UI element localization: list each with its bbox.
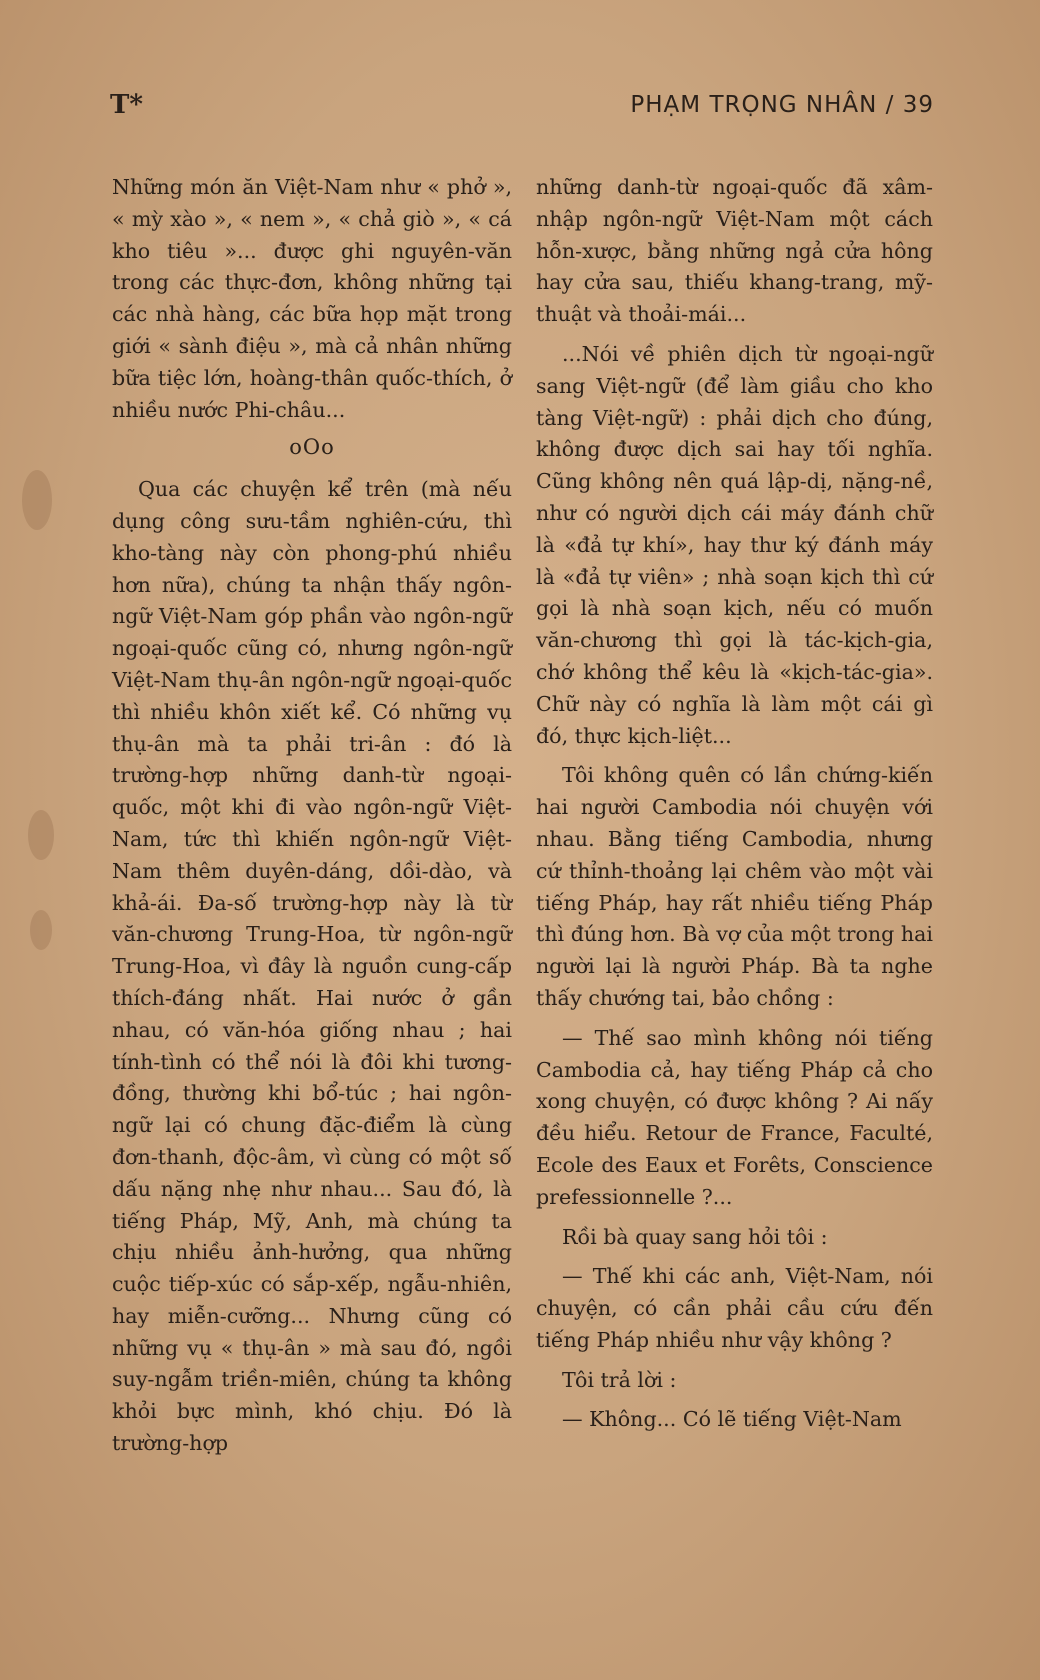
section-separator: oOo [289,435,335,460]
paper-stain [30,910,52,950]
paragraph: ...Nói về phiên dịch từ ngoại-ngữ sang Việt-ngữ (để làm giầu cho kho tàng Việt-ngữ) : phải dịch cho đúng, không được dịch sai hay tối nghĩa. Cũng không nên quá lập-dị, nặng-nề, như có người dịch cái máy đánh chữ là «đả tự khí», hay thư ký đánh máy là «đả tự viên» ; nhà soạn kịch thì cứ gọi là nhà soạn kịch, nếu có muốn văn-chương thì gọi là tác-kịch-gia, chớ không thể kêu là «kịch-tác-gia». Chữ này có nghĩa là làm một cái gì đó, thực kịch-liệt... [536,341,933,748]
paper-stain [28,810,54,860]
paragraph: Tôi không quên có lần chứng-kiến hai người Cambodia nói chuyện với nhau. Bằng tiếng Cambodia, nhưng cứ thỉnh-thoảng lại chêm vào một vài tiếng Pháp, hay rất nhiều tiếng Pháp thì đúng hơn. Bà vợ của một trong hai người lại là người Pháp. Bà ta nghe thấy chướng tai, bảo chồng : [536,763,933,1010]
paragraph: Rồi bà quay sang hỏi tôi : [562,1224,828,1249]
dialogue-line: — Thế khi các anh, Việt-Nam, nói chuyện, có cần phải cầu cứu đến tiếng Pháp nhiều như vậy không ? [536,1264,933,1352]
paragraph: Qua các chuyện kể trên (mà nếu dụng công sưu-tầm nghiên-cứu, thì kho-tàng này còn phong-phú nhiều hơn nữa), chúng ta nhận thấy ngôn-ngữ Việt-Nam góp phần vào ngôn-ngữ ngoại-quốc cũng có, nhưng ngôn-ngữ Việt-Nam thụ-ân ngôn-ngữ ngoại-quốc thì nhiều khôn xiết kể. Có những vụ thụ-ân mà ta phải tri-ân : đó là trường-hợp những danh-từ ngoại-quốc, một khi đi vào ngôn-ngữ Việt-Nam, tức thì khiến ngôn-ngữ Việt-Nam thêm duyên-dáng, dồi-dào, và khả-ái. Đa-số trường-hợp này là từ văn-chương Trung-Hoa, từ ngôn-ngữ Trung-Hoa, vì đây là nguồn cung-cấp thích-đáng nhất. Hai nước ở gần nhau, có văn-hóa giống nhau ; hai tính-tình có thể nói là đôi khi tương-đồng, thường khi bổ-túc ; hai ngôn-ngữ lại có chung đặc-điểm là cùng đơn-thanh, độc-âm, vì cùng có một số dấu nặng nhẹ như nhau... Sau đó, là tiếng Pháp, Mỹ, Anh, mà chúng ta chịu nhiều ảnh-hưởng, qua những cuộc tiếp-xúc có sắp-xếp, ngẫu-nhiên, hay miễn-cưỡng... Nhưng cũng có những vụ « thụ-ân » mà sau đó, ngồi suy-ngẫm triền-miên, chúng ta không khỏi bực mình, khó chịu. Đó là trường-hợp [112,477,512,1456]
paragraph: Những món ăn Việt-Nam như « phở », « mỳ xào », « nem », « chả giò », « cá kho tiêu »... được ghi nguyên-văn trong các thực-đơn, không những tại các nhà hàng, các bữa họp mặt trong giới « sành điệu », mà cả nhân những bữa tiệc lớn, hoàng-thân quốc-thích, ở nhiều nước Phi-châu... [112,175,512,422]
dialogue-line: — Không... Có lẽ tiếng Việt-Nam [562,1407,902,1432]
dialogue-line: — Thế sao mình không nói tiếng Cambodia cả, hay tiếng Pháp cả cho xong chuyện, có được không ? Ai nấy đều hiểu. Retour de France, Faculté, Ecole des Eaux et Forêts, Conscience prefessionnelle ?... [536,1025,933,1209]
running-head: PHẠM TRỌNG NHÂN / 39 [630,92,934,118]
paper-stain [22,470,52,530]
paragraph: Tôi trả lời : [562,1367,677,1392]
right-column [536,172,933,1436]
signature-mark: T* [110,90,143,120]
left-column [112,172,512,1460]
paragraph: những danh-từ ngoại-quốc đã xâm-nhập ngôn-ngữ Việt-Nam một cách hỗn-xược, bằng những ngả cửa hông hay cửa sau, thiếu khang-trang, mỹ-thuật và thoải-mái... [536,175,933,327]
page-header [110,88,934,128]
